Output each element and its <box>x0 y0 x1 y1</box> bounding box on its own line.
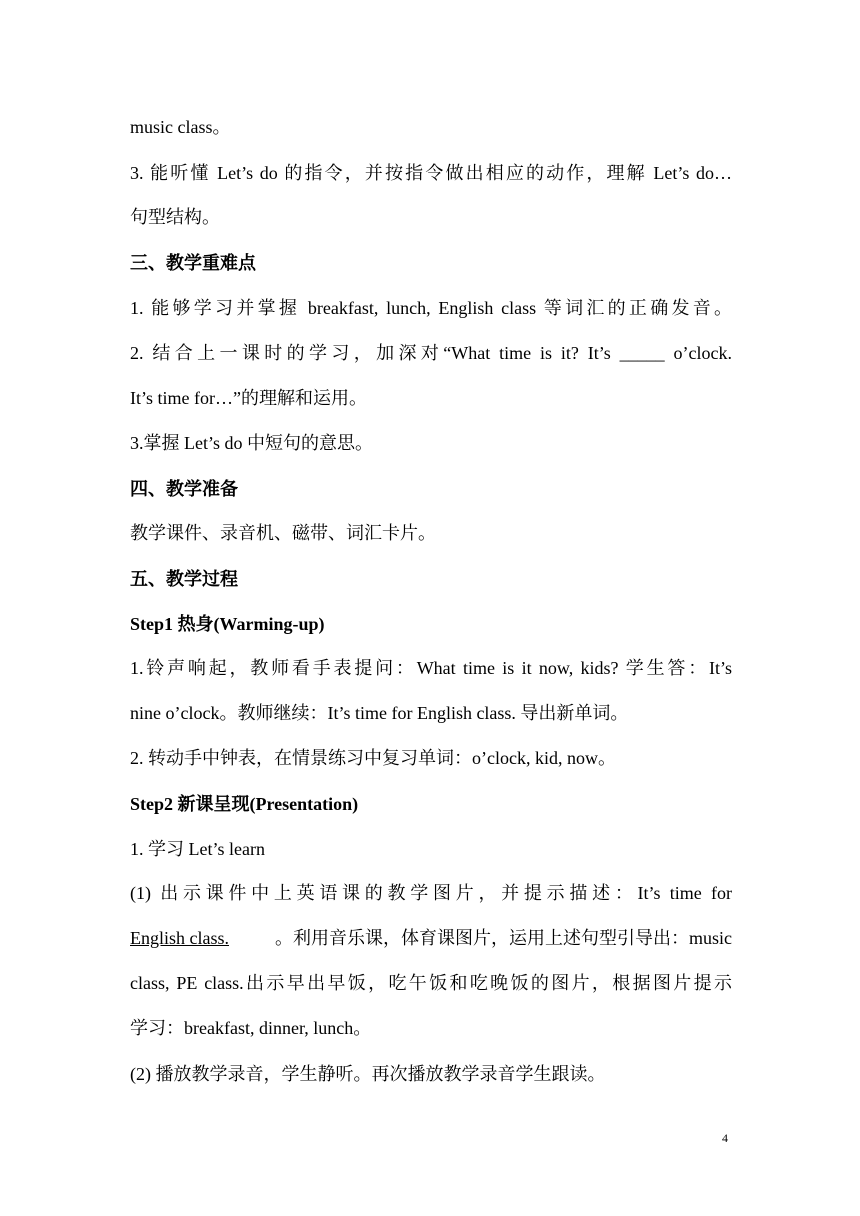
body-text-line: 学习：breakfast, dinner, lunch。 <box>130 1018 372 1038</box>
body-text-line: 3.掌握 Let’s do 中短句的意思。 <box>130 433 373 453</box>
body-text-line: It’s time for…”的理解和运用。 <box>130 388 367 408</box>
body-text-line: 1.铃声响起，教师看手表提问：What time is it now, kids? 学生答：It’s <box>130 658 732 678</box>
body-text-line: (1) 出示课件中上英语课的教学图片，并提示描述：It’s time for <box>130 883 732 903</box>
section-heading: 三、教学重难点 <box>130 253 256 273</box>
step-heading: Step2 新课呈现(Presentation) <box>130 794 359 814</box>
body-text-line: music class。 <box>130 117 231 137</box>
body-text-line: 句型结构。 <box>130 207 220 227</box>
body-text-line <box>130 926 732 950</box>
body-text-line: nine o’clock。教师继续：It’s time for English class. 导出新单词。 <box>130 703 629 723</box>
step-heading: Step1 热身(Warming-up) <box>130 614 325 634</box>
body-text-line: 1. 学习 Let’s learn <box>130 839 265 859</box>
body-text-line: 2. 转动手中钟表，在情景练习中复习单词：o’clock, kid, now。 <box>130 748 616 768</box>
body-text-line: 2. 结合上一课时的学习，加深对“What time is it? It’s _____ o’clock. <box>130 343 732 363</box>
page-number: 4 <box>722 1131 728 1145</box>
section-heading: 五、教学过程 <box>130 569 238 589</box>
body-text-line: (2) 播放教学录音，学生静听。再次播放教学录音学生跟读。 <box>130 1064 606 1084</box>
section-heading: 四、教学准备 <box>130 479 238 499</box>
body-text-line: 教学课件、录音机、磁带、词汇卡片。 <box>130 523 436 543</box>
body-text-line: 3. 能听懂 Let’s do 的指令，并按指令做出相应的动作，理解 Let’s do… <box>130 163 732 183</box>
underlined-phrase: English class. <box>130 928 229 948</box>
body-text-line: 1. 能够学习并掌握 breakfast, lunch, English class 等词汇的正确发音。 <box>130 298 732 318</box>
body-text-line: class, PE class.出示早出早饭，吃午饭和吃晚饭的图片，根据图片提示 <box>130 973 732 993</box>
body-text-span: 。利用音乐课，体育课图片，运用上述句型引导出：music <box>275 928 732 948</box>
